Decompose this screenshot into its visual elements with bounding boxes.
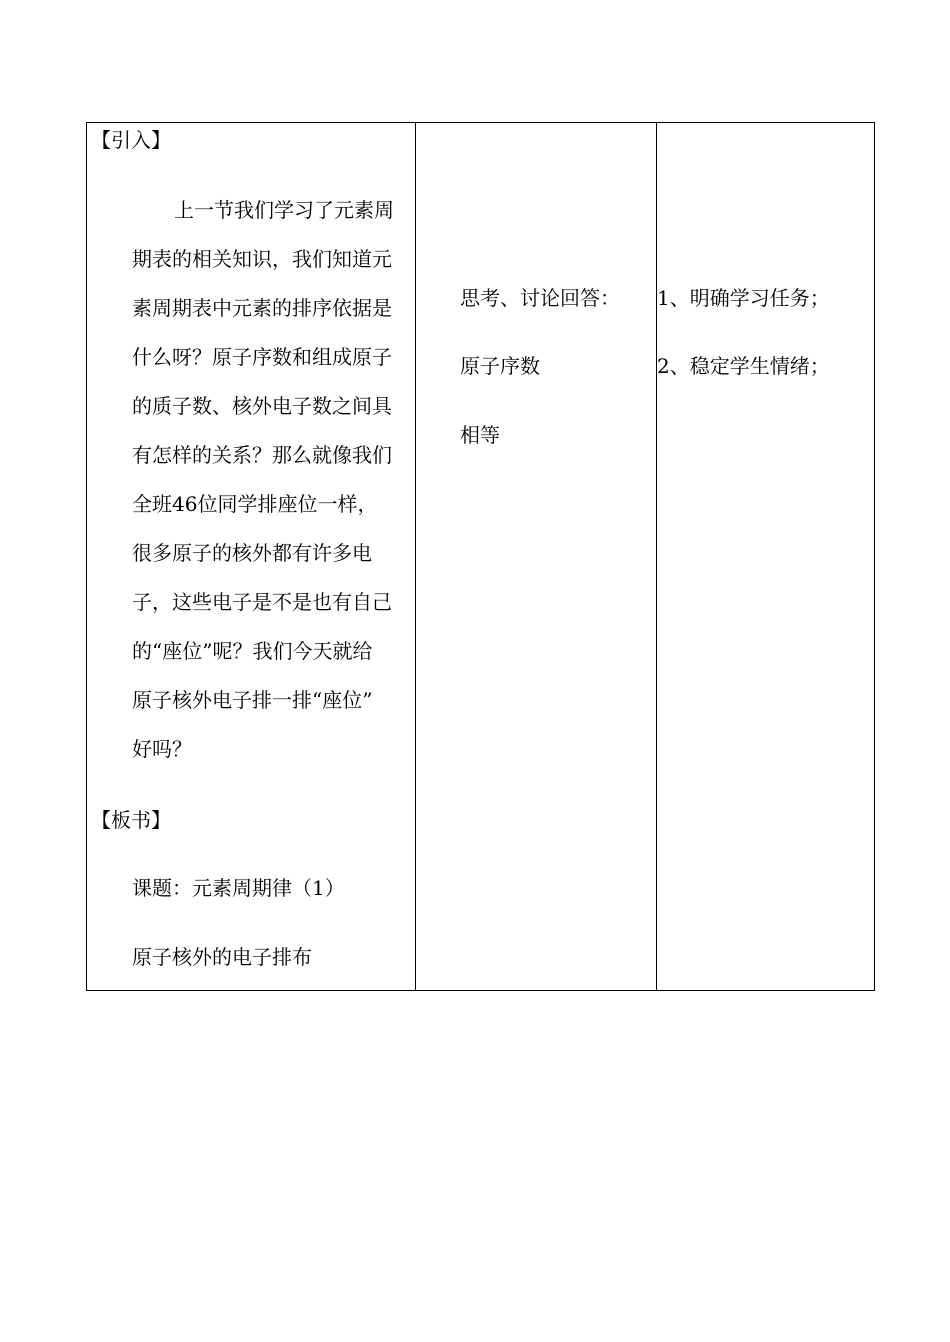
intro-heading: 【引入】 xyxy=(91,128,171,152)
intro-line: 什么呀？原子序数和组成原子 xyxy=(132,345,392,369)
intro-line: 子，这些电子是不是也有自己 xyxy=(132,590,392,614)
intro-line: 的“座位”呢？我们今天就给 xyxy=(132,639,373,663)
intro-line: 上一节我们学习了元素周 xyxy=(174,198,394,222)
student-activity-line: 原子序数 xyxy=(460,354,540,378)
intro-line: 全班46位同学排座位一样， xyxy=(132,492,378,516)
intro-line: 好吗？ xyxy=(132,737,192,761)
intro-line: 有怎样的关系？那么就像我们 xyxy=(132,443,392,467)
board-heading: 【板书】 xyxy=(91,808,171,832)
design-intent-line: 2、稳定学生情绪； xyxy=(657,354,830,378)
design-intent-line: 1、明确学习任务； xyxy=(657,286,830,310)
column-divider-1 xyxy=(415,123,416,990)
column-divider-2 xyxy=(656,123,657,990)
intro-line: 原子核外电子排一排“座位” xyxy=(132,688,373,712)
student-activity-line: 思考、讨论回答： xyxy=(460,286,620,310)
lesson-title: 课题：元素周期律（1） xyxy=(132,876,345,900)
intro-line: 素周期表中元素的排序依据是 xyxy=(132,296,392,320)
intro-line: 很多原子的核外都有许多电 xyxy=(132,541,372,565)
student-activity-line: 相等 xyxy=(460,423,500,447)
intro-line: 的质子数、核外电子数之间具 xyxy=(132,394,392,418)
lesson-subtitle: 原子核外的电子排布 xyxy=(132,945,312,969)
intro-line: 期表的相关知识，我们知道元 xyxy=(132,247,392,271)
